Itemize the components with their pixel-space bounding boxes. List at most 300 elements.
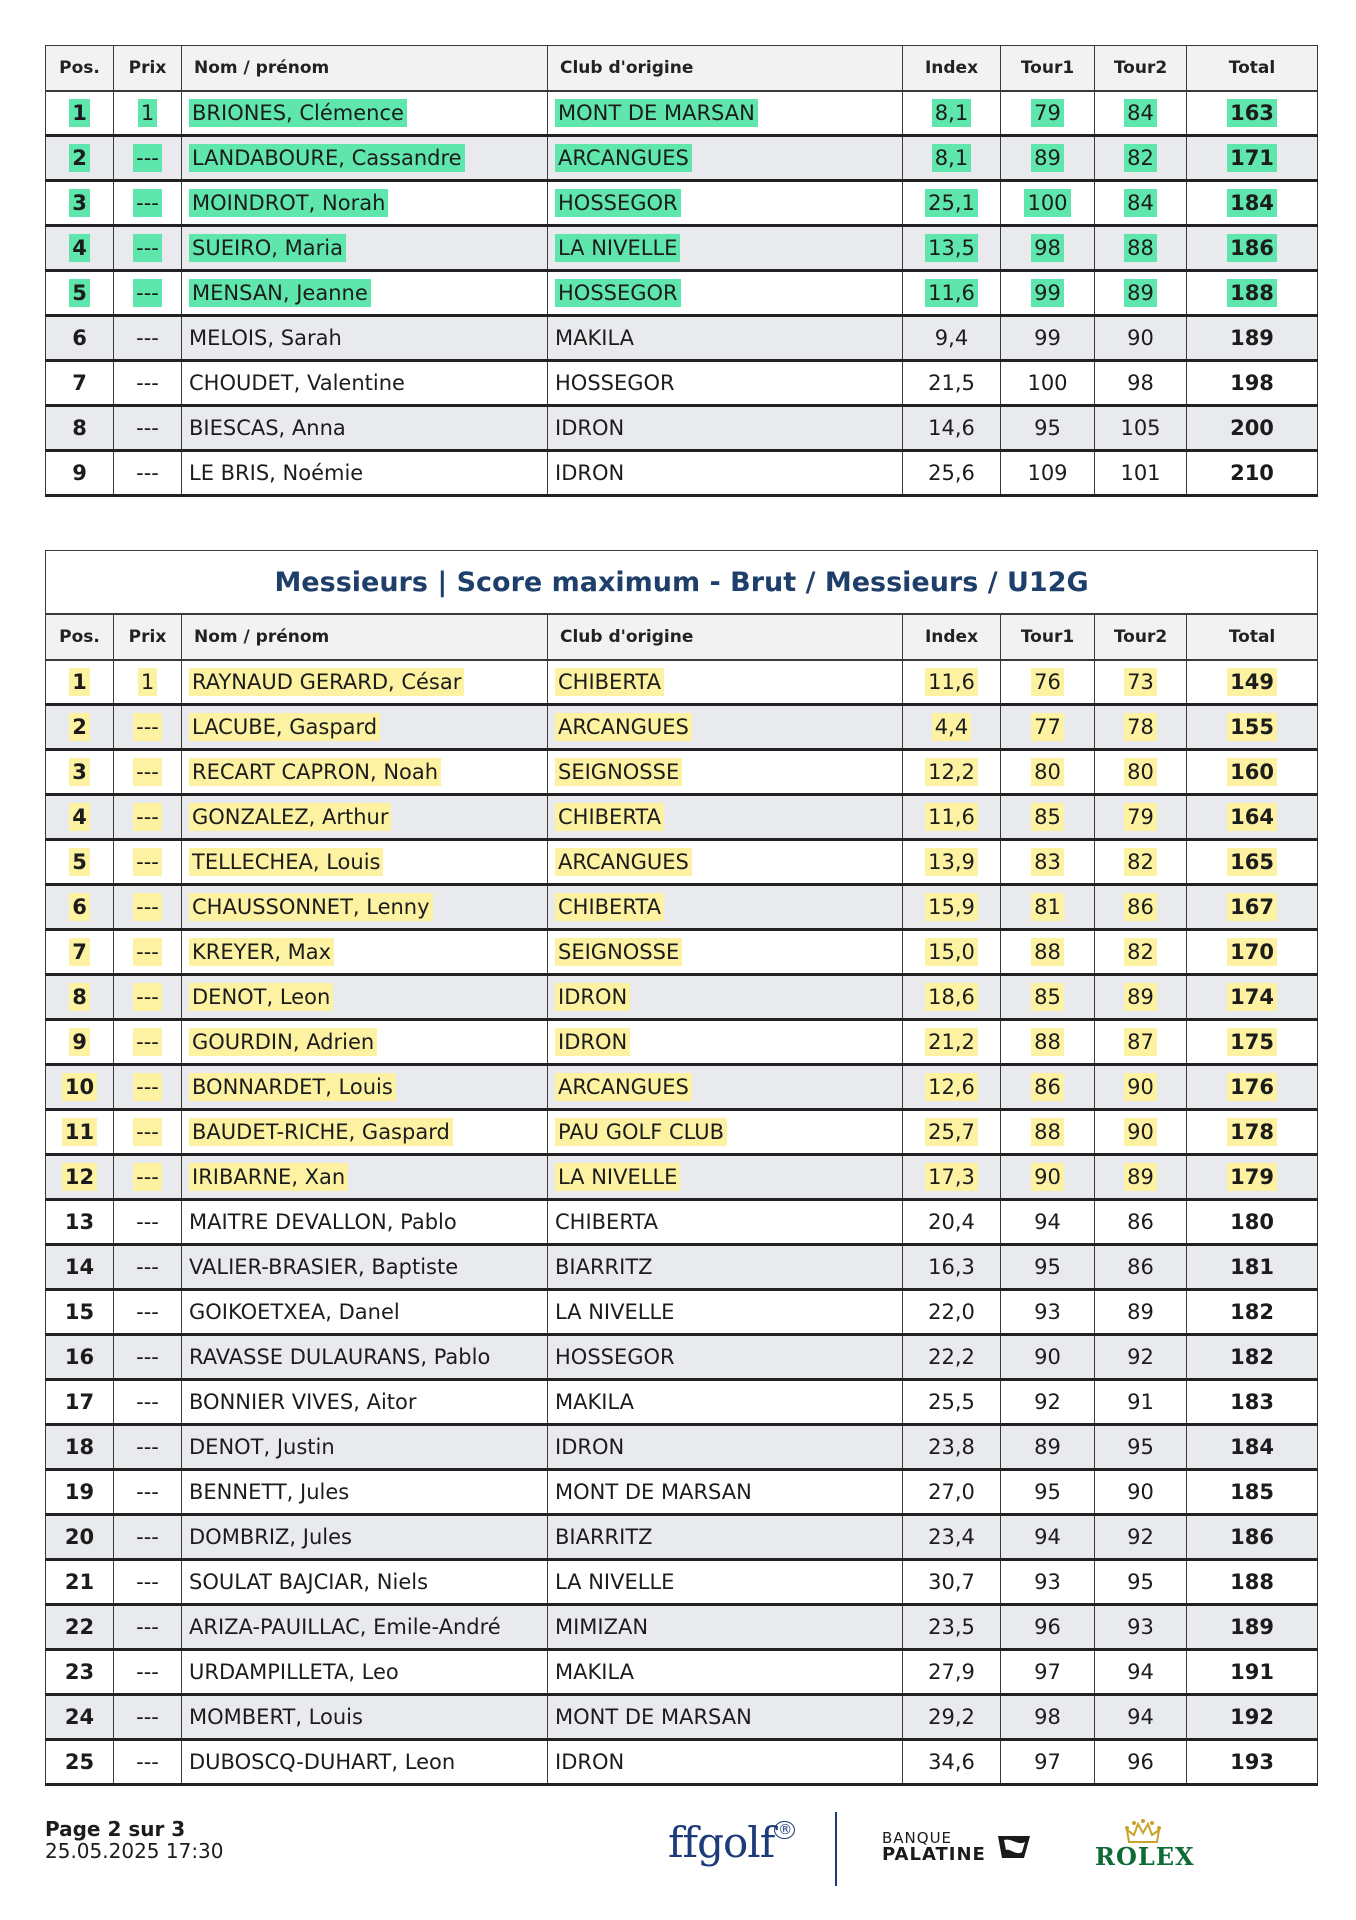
index-cell-text: 13,5 bbox=[925, 234, 978, 262]
total-cell bbox=[1187, 750, 1318, 795]
tour2-cell-text: 94 bbox=[1127, 1705, 1154, 1729]
club-cell-text: BIARRITZ bbox=[555, 1255, 653, 1279]
prize-cell bbox=[114, 795, 182, 840]
tour2-cell-text: 98 bbox=[1127, 371, 1154, 395]
index-cell bbox=[903, 361, 1001, 406]
position-cell-text: 2 bbox=[69, 713, 90, 741]
ffgolf-logo-text: ffgolf bbox=[668, 1818, 775, 1867]
tour1-cell bbox=[1001, 1335, 1095, 1380]
club-cell bbox=[548, 1470, 903, 1515]
position-cell bbox=[46, 136, 114, 181]
total-cell-text: 189 bbox=[1230, 326, 1274, 350]
prize-cell-text: --- bbox=[136, 1525, 159, 1549]
position-cell-text: 1 bbox=[69, 668, 90, 696]
total-cell bbox=[1187, 1740, 1318, 1785]
club-cell bbox=[548, 1560, 903, 1605]
player-name-cell-text: VALIER-BRASIER, Baptiste bbox=[189, 1255, 459, 1279]
table-row bbox=[46, 1470, 1318, 1515]
total-cell-text: 178 bbox=[1227, 1118, 1277, 1146]
tour2-cell-text: 73 bbox=[1124, 668, 1157, 696]
player-name-cell bbox=[182, 1245, 548, 1290]
player-name-cell-text: GOURDIN, Adrien bbox=[189, 1028, 377, 1056]
prize-cell-text: --- bbox=[136, 1750, 159, 1774]
tour1-cell bbox=[1001, 1560, 1095, 1605]
total-cell bbox=[1187, 1560, 1318, 1605]
total-cell bbox=[1187, 1155, 1318, 1200]
index-cell bbox=[903, 451, 1001, 496]
prize-cell-text: --- bbox=[133, 1028, 162, 1056]
club-cell-text: HOSSEGOR bbox=[555, 371, 675, 395]
club-cell bbox=[548, 361, 903, 406]
prize-cell bbox=[114, 1515, 182, 1560]
prize-cell-text: --- bbox=[136, 1480, 159, 1504]
index-cell bbox=[903, 136, 1001, 181]
club-cell-text: LA NIVELLE bbox=[555, 234, 680, 262]
prize-cell bbox=[114, 885, 182, 930]
position-cell-text: 25 bbox=[64, 1750, 95, 1774]
tour1-cell bbox=[1001, 91, 1095, 136]
prize-cell bbox=[114, 406, 182, 451]
index-cell bbox=[903, 1110, 1001, 1155]
index-cell-text: 25,6 bbox=[928, 461, 975, 485]
table-row bbox=[46, 181, 1318, 226]
col-tour1-header: Tour1 bbox=[1001, 614, 1095, 660]
total-cell-text: 184 bbox=[1230, 1435, 1274, 1459]
total-cell bbox=[1187, 975, 1318, 1020]
position-cell-text: 1 bbox=[69, 99, 90, 127]
club-cell-text: MONT DE MARSAN bbox=[555, 1705, 752, 1729]
player-name-cell-text: LACUBE, Gaspard bbox=[189, 713, 380, 741]
total-cell-text: 181 bbox=[1230, 1255, 1274, 1279]
tour1-cell-text: 92 bbox=[1034, 1390, 1061, 1414]
tour2-cell bbox=[1095, 930, 1187, 975]
col-index-header: Index bbox=[903, 614, 1001, 660]
tour1-cell bbox=[1001, 271, 1095, 316]
table-row bbox=[46, 840, 1318, 885]
prize-cell-text: --- bbox=[136, 416, 159, 440]
tour1-cell-text: 100 bbox=[1027, 371, 1068, 395]
player-name-cell bbox=[182, 451, 548, 496]
prize-cell bbox=[114, 226, 182, 271]
prize-cell bbox=[114, 1245, 182, 1290]
player-name-cell-text: IRIBARNE, Xan bbox=[189, 1163, 348, 1191]
tour2-cell bbox=[1095, 1290, 1187, 1335]
total-cell-text: 164 bbox=[1227, 803, 1277, 831]
tour1-cell-text: 95 bbox=[1034, 416, 1061, 440]
tour2-cell bbox=[1095, 1470, 1187, 1515]
index-cell bbox=[903, 840, 1001, 885]
position-cell-text: 16 bbox=[64, 1345, 95, 1369]
index-cell bbox=[903, 975, 1001, 1020]
col-club-header: Club d'origine bbox=[548, 614, 903, 660]
index-cell-text: 25,5 bbox=[928, 1390, 975, 1414]
tour1-cell bbox=[1001, 840, 1095, 885]
tour1-cell-text: 89 bbox=[1034, 1435, 1061, 1459]
prize-cell bbox=[114, 316, 182, 361]
club-cell-text: CHIBERTA bbox=[555, 1210, 658, 1234]
tour1-cell bbox=[1001, 136, 1095, 181]
prize-cell-text: --- bbox=[133, 1073, 162, 1101]
tour2-cell bbox=[1095, 840, 1187, 885]
tour1-cell bbox=[1001, 451, 1095, 496]
total-cell-text: 192 bbox=[1230, 1705, 1274, 1729]
tour1-cell-text: 85 bbox=[1031, 983, 1064, 1011]
total-cell bbox=[1187, 1110, 1318, 1155]
club-cell bbox=[548, 1425, 903, 1470]
index-cell-text: 22,0 bbox=[928, 1300, 975, 1324]
index-cell bbox=[903, 1065, 1001, 1110]
total-cell-text: 174 bbox=[1227, 983, 1277, 1011]
col-tour2-header: Tour2 bbox=[1095, 46, 1187, 92]
index-cell-text: 21,5 bbox=[928, 371, 975, 395]
tour1-cell bbox=[1001, 181, 1095, 226]
player-name-cell bbox=[182, 1605, 548, 1650]
club-cell bbox=[548, 91, 903, 136]
prize-cell-text: --- bbox=[136, 1345, 159, 1369]
prize-cell-text: --- bbox=[133, 803, 162, 831]
col-total-header: Total bbox=[1187, 46, 1318, 92]
club-cell bbox=[548, 1110, 903, 1155]
tour2-cell-text: 95 bbox=[1127, 1435, 1154, 1459]
total-cell-text: 200 bbox=[1230, 416, 1274, 440]
club-cell-text: IDRON bbox=[555, 416, 625, 440]
tour1-cell-text: 93 bbox=[1034, 1300, 1061, 1324]
prize-cell-text: --- bbox=[133, 938, 162, 966]
prize-cell bbox=[114, 975, 182, 1020]
prize-cell bbox=[114, 1065, 182, 1110]
club-cell-text: IDRON bbox=[555, 461, 625, 485]
position-cell-text: 20 bbox=[64, 1525, 95, 1549]
index-cell bbox=[903, 271, 1001, 316]
prize-cell-text: --- bbox=[136, 461, 159, 485]
index-cell-text: 29,2 bbox=[928, 1705, 975, 1729]
tour1-cell-text: 100 bbox=[1024, 189, 1070, 217]
player-name-cell-text: URDAMPILLETA, Leo bbox=[189, 1660, 399, 1684]
index-cell-text: 23,8 bbox=[928, 1435, 975, 1459]
player-name-cell-text: RAVASSE DULAURANS, Pablo bbox=[189, 1345, 491, 1369]
total-cell bbox=[1187, 451, 1318, 496]
position-cell bbox=[46, 316, 114, 361]
index-cell bbox=[903, 316, 1001, 361]
position-cell-text: 3 bbox=[69, 189, 90, 217]
prize-cell-text: --- bbox=[136, 1660, 159, 1684]
prize-cell-text: --- bbox=[133, 1163, 162, 1191]
total-cell-text: 185 bbox=[1230, 1480, 1274, 1504]
tour2-cell-text: 89 bbox=[1124, 983, 1157, 1011]
total-cell-text: 189 bbox=[1230, 1615, 1274, 1639]
position-cell bbox=[46, 181, 114, 226]
tour2-cell-text: 88 bbox=[1124, 234, 1157, 262]
player-name-cell bbox=[182, 136, 548, 181]
position-cell-text: 17 bbox=[64, 1390, 95, 1414]
prize-cell bbox=[114, 1650, 182, 1695]
print-datetime: 25.05.2025 17:30 bbox=[45, 1839, 224, 1863]
tour1-cell bbox=[1001, 975, 1095, 1020]
total-cell-text: 176 bbox=[1227, 1073, 1277, 1101]
prize-cell bbox=[114, 1425, 182, 1470]
tour1-cell-text: 80 bbox=[1031, 758, 1064, 786]
col-name-header: Nom / prénom bbox=[182, 614, 548, 660]
tour1-cell bbox=[1001, 226, 1095, 271]
prize-cell bbox=[114, 750, 182, 795]
total-cell bbox=[1187, 1065, 1318, 1110]
index-cell-text: 27,9 bbox=[928, 1660, 975, 1684]
position-cell bbox=[46, 1290, 114, 1335]
player-name-cell bbox=[182, 181, 548, 226]
index-cell-text: 21,2 bbox=[925, 1028, 978, 1056]
player-name-cell-text: LANDABOURE, Cassandre bbox=[189, 144, 465, 172]
position-cell-text: 7 bbox=[69, 938, 90, 966]
tour1-cell-text: 96 bbox=[1034, 1615, 1061, 1639]
index-cell bbox=[903, 885, 1001, 930]
prize-cell-text: --- bbox=[136, 1390, 159, 1414]
tour1-cell bbox=[1001, 1650, 1095, 1695]
position-cell bbox=[46, 361, 114, 406]
position-cell-text: 4 bbox=[69, 234, 90, 262]
index-cell-text: 18,6 bbox=[925, 983, 978, 1011]
index-cell-text: 20,4 bbox=[928, 1210, 975, 1234]
player-name-cell-text: BENNETT, Jules bbox=[189, 1480, 350, 1504]
club-cell-text: MAKILA bbox=[555, 1660, 634, 1684]
prize-cell-text: --- bbox=[136, 371, 159, 395]
page-number: Page 2 sur 3 bbox=[45, 1817, 186, 1841]
position-cell-text: 6 bbox=[72, 326, 87, 350]
club-cell-text: MONT DE MARSAN bbox=[555, 99, 758, 127]
player-name-cell-text: RAYNAUD GERARD, César bbox=[189, 668, 464, 696]
tour1-cell bbox=[1001, 1380, 1095, 1425]
tour1-cell bbox=[1001, 1425, 1095, 1470]
prize-cell-text: --- bbox=[136, 326, 159, 350]
total-cell-text: 193 bbox=[1230, 1750, 1274, 1774]
total-cell bbox=[1187, 930, 1318, 975]
prize-cell-text: --- bbox=[133, 189, 162, 217]
tour2-cell-text: 90 bbox=[1127, 326, 1154, 350]
club-cell-text: IDRON bbox=[555, 983, 630, 1011]
position-cell-text: 8 bbox=[72, 416, 87, 440]
tour2-cell bbox=[1095, 1605, 1187, 1650]
player-name-cell bbox=[182, 795, 548, 840]
tour2-cell-text: 96 bbox=[1127, 1750, 1154, 1774]
total-cell bbox=[1187, 181, 1318, 226]
tour1-cell-text: 83 bbox=[1031, 848, 1064, 876]
tour1-cell bbox=[1001, 660, 1095, 705]
total-cell bbox=[1187, 361, 1318, 406]
tour2-cell bbox=[1095, 1740, 1187, 1785]
position-cell-text: 18 bbox=[64, 1435, 95, 1459]
club-cell-text: HOSSEGOR bbox=[555, 189, 681, 217]
table-row bbox=[46, 1425, 1318, 1470]
total-cell-text: 182 bbox=[1230, 1300, 1274, 1324]
player-name-cell-text: DOMBRIZ, Jules bbox=[189, 1525, 352, 1549]
index-cell bbox=[903, 1200, 1001, 1245]
prize-cell-text: --- bbox=[136, 1615, 159, 1639]
tour2-cell-text: 80 bbox=[1124, 758, 1157, 786]
club-cell-text: ARCANGUES bbox=[555, 713, 692, 741]
tour1-cell bbox=[1001, 1515, 1095, 1560]
prize-cell bbox=[114, 1695, 182, 1740]
prize-cell-text: 1 bbox=[138, 668, 157, 696]
tour1-cell bbox=[1001, 1065, 1095, 1110]
total-cell-text: 175 bbox=[1227, 1028, 1277, 1056]
index-cell-text: 15,9 bbox=[925, 893, 978, 921]
index-cell bbox=[903, 1560, 1001, 1605]
total-cell-text: 198 bbox=[1230, 371, 1274, 395]
total-cell-text: 167 bbox=[1227, 893, 1277, 921]
total-cell-text: 186 bbox=[1227, 234, 1277, 262]
position-cell-text: 10 bbox=[62, 1073, 97, 1101]
club-cell-text: HOSSEGOR bbox=[555, 279, 681, 307]
position-cell bbox=[46, 795, 114, 840]
tour1-cell-text: 88 bbox=[1031, 1118, 1064, 1146]
index-cell-text: 11,6 bbox=[925, 279, 978, 307]
club-cell-text: IDRON bbox=[555, 1435, 625, 1459]
tour1-cell bbox=[1001, 1245, 1095, 1290]
tour2-cell bbox=[1095, 660, 1187, 705]
club-cell bbox=[548, 885, 903, 930]
index-cell-text: 17,3 bbox=[925, 1163, 978, 1191]
col-name-header: Nom / prénom bbox=[182, 46, 548, 92]
ffgolf-logo bbox=[668, 1818, 795, 1867]
prize-cell-text: --- bbox=[136, 1210, 159, 1234]
position-cell bbox=[46, 1020, 114, 1065]
index-cell bbox=[903, 660, 1001, 705]
total-cell bbox=[1187, 316, 1318, 361]
total-cell bbox=[1187, 885, 1318, 930]
index-cell-text: 34,6 bbox=[928, 1750, 975, 1774]
club-cell-text: IDRON bbox=[555, 1028, 630, 1056]
tour2-cell-text: 84 bbox=[1124, 99, 1157, 127]
position-cell-text: 6 bbox=[69, 893, 90, 921]
prize-cell bbox=[114, 1335, 182, 1380]
prize-cell-text: --- bbox=[133, 848, 162, 876]
total-cell bbox=[1187, 1020, 1318, 1065]
tour2-cell-text: 89 bbox=[1127, 1300, 1154, 1324]
table-row bbox=[46, 885, 1318, 930]
tour1-cell-text: 98 bbox=[1031, 234, 1064, 262]
club-cell-text: LA NIVELLE bbox=[555, 1570, 675, 1594]
position-cell bbox=[46, 1650, 114, 1695]
table-row bbox=[46, 1650, 1318, 1695]
player-name-cell bbox=[182, 1110, 548, 1155]
prize-cell bbox=[114, 1740, 182, 1785]
tour1-cell-text: 88 bbox=[1031, 1028, 1064, 1056]
position-cell-text: 22 bbox=[64, 1615, 95, 1639]
player-name-cell bbox=[182, 930, 548, 975]
total-cell bbox=[1187, 1425, 1318, 1470]
club-cell-text: LA NIVELLE bbox=[555, 1300, 675, 1324]
table-row bbox=[46, 930, 1318, 975]
col-prix-header: Prix bbox=[114, 614, 182, 660]
club-cell bbox=[548, 226, 903, 271]
total-cell-text: 155 bbox=[1227, 713, 1277, 741]
tour2-cell-text: 92 bbox=[1127, 1345, 1154, 1369]
prize-cell-text: --- bbox=[136, 1300, 159, 1324]
club-cell-text: SEIGNOSSE bbox=[555, 758, 682, 786]
position-cell-text: 5 bbox=[69, 848, 90, 876]
total-cell bbox=[1187, 91, 1318, 136]
club-cell bbox=[548, 705, 903, 750]
club-cell-text: CHIBERTA bbox=[555, 893, 664, 921]
player-name-cell bbox=[182, 1695, 548, 1740]
club-cell bbox=[548, 271, 903, 316]
position-cell bbox=[46, 1515, 114, 1560]
prize-cell-text: --- bbox=[133, 144, 162, 172]
player-name-cell-text: SOULAT BAJCIAR, Niels bbox=[189, 1570, 429, 1594]
table-row bbox=[46, 1515, 1318, 1560]
table-row bbox=[46, 750, 1318, 795]
tour1-cell-text: 95 bbox=[1034, 1480, 1061, 1504]
table-row bbox=[46, 226, 1318, 271]
index-cell bbox=[903, 406, 1001, 451]
index-cell-text: 23,4 bbox=[928, 1525, 975, 1549]
table-row bbox=[46, 1155, 1318, 1200]
tour2-cell bbox=[1095, 1650, 1187, 1695]
player-name-cell bbox=[182, 705, 548, 750]
index-cell-text: 25,1 bbox=[925, 189, 978, 217]
total-cell-text: 188 bbox=[1230, 1570, 1274, 1594]
total-cell-text: 179 bbox=[1227, 1163, 1277, 1191]
tour1-cell-text: 109 bbox=[1027, 461, 1068, 485]
table-row bbox=[46, 660, 1318, 705]
player-name-cell bbox=[182, 1335, 548, 1380]
club-cell bbox=[548, 1695, 903, 1740]
position-cell bbox=[46, 406, 114, 451]
banque-palatine-logo bbox=[882, 1830, 986, 1864]
index-cell bbox=[903, 795, 1001, 840]
player-name-cell bbox=[182, 1470, 548, 1515]
position-cell-text: 14 bbox=[64, 1255, 95, 1279]
player-name-cell bbox=[182, 1290, 548, 1335]
player-name-cell-text: MELOIS, Sarah bbox=[189, 326, 342, 350]
prize-cell-text: --- bbox=[136, 1570, 159, 1594]
club-cell-text: MONT DE MARSAN bbox=[555, 1480, 752, 1504]
prize-cell bbox=[114, 91, 182, 136]
table-row bbox=[46, 1020, 1318, 1065]
prize-cell-text: --- bbox=[133, 279, 162, 307]
club-cell bbox=[548, 840, 903, 885]
player-name-cell bbox=[182, 271, 548, 316]
col-pos-header: Pos. bbox=[46, 614, 114, 660]
tour1-cell bbox=[1001, 705, 1095, 750]
position-cell-text: 12 bbox=[62, 1163, 97, 1191]
tour1-cell bbox=[1001, 1605, 1095, 1650]
total-cell bbox=[1187, 795, 1318, 840]
club-cell bbox=[548, 451, 903, 496]
position-cell bbox=[46, 705, 114, 750]
tour1-cell bbox=[1001, 1200, 1095, 1245]
index-cell bbox=[903, 750, 1001, 795]
position-cell-text: 5 bbox=[69, 279, 90, 307]
club-cell bbox=[548, 316, 903, 361]
index-cell bbox=[903, 1335, 1001, 1380]
prize-cell bbox=[114, 840, 182, 885]
player-name-cell bbox=[182, 406, 548, 451]
player-name-cell bbox=[182, 1155, 548, 1200]
palatine-flag-icon bbox=[994, 1832, 1032, 1862]
banque-palatine-logo-line1: BANQUE bbox=[882, 1829, 953, 1847]
player-name-cell bbox=[182, 361, 548, 406]
tour1-cell-text: 93 bbox=[1034, 1570, 1061, 1594]
position-cell bbox=[46, 1155, 114, 1200]
position-cell-text: 9 bbox=[69, 1028, 90, 1056]
club-cell bbox=[548, 930, 903, 975]
total-cell-text: 170 bbox=[1227, 938, 1277, 966]
prize-cell bbox=[114, 1020, 182, 1065]
club-cell bbox=[548, 1020, 903, 1065]
position-cell-text: 24 bbox=[64, 1705, 95, 1729]
tour1-cell-text: 85 bbox=[1031, 803, 1064, 831]
player-name-cell-text: DENOT, Leon bbox=[189, 983, 333, 1011]
